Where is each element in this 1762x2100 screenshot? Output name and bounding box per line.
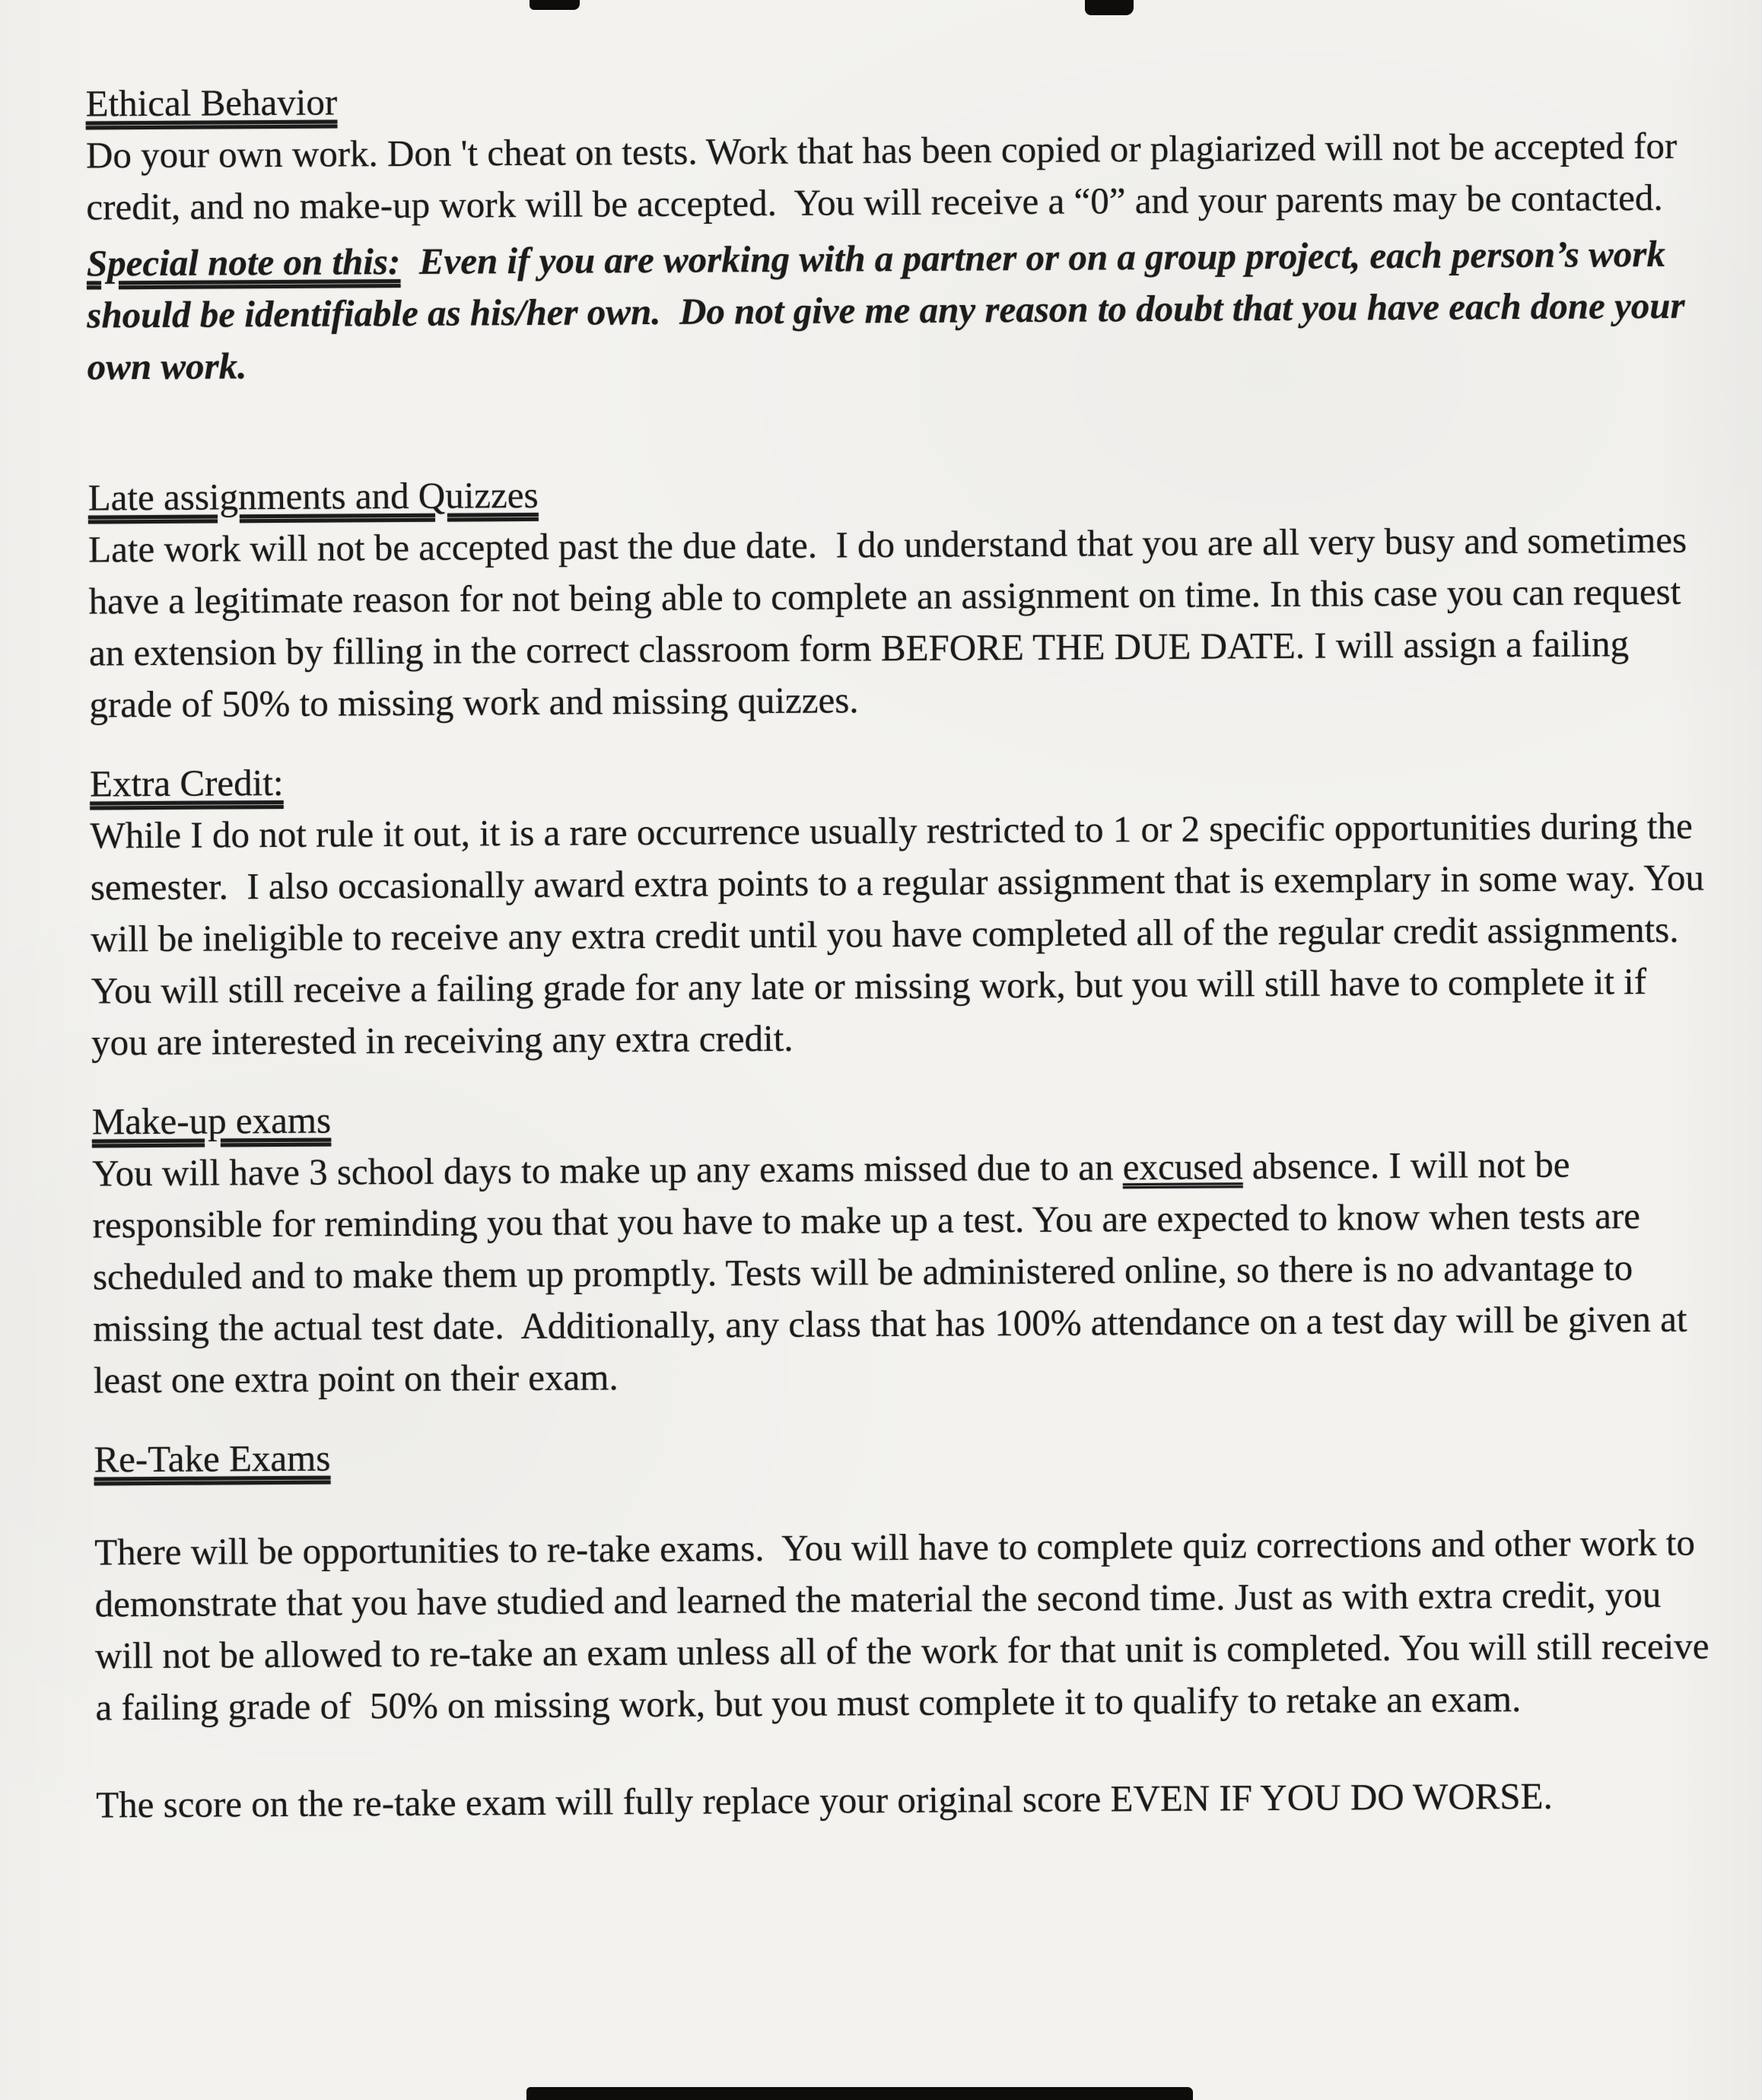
heading-text: Extra Credit: [89,761,284,805]
section-ethical-behavior [85,68,1707,393]
section-heading-late-assignments [88,463,1709,524]
document-content [85,68,1719,1831]
section-heading-make-up-exams [92,1086,1713,1147]
make-up-text-before: You will have 3 school days to make up any exams missed due to an [92,1146,1123,1195]
section-heading-re-take-exams [94,1424,1714,1485]
section-make-up-exams [92,1086,1714,1406]
underlined-word-excused: excused [1122,1145,1243,1188]
heading-text: Ethical Behavior [85,81,338,125]
heading-text: Re-Take Exams [94,1437,331,1481]
paragraph-make-up-exams [92,1138,1714,1406]
special-note-text: Even if you are working with a partner or on a group project, each person’s work should be identifiable as his/her own. Do not give me any reason to doubt that you have each done your own work. [87,232,1694,388]
section-heading-ethical-behavior [85,68,1706,130]
paragraph-retake-score-note: The score on the re-take exam will fully replace your original score EVEN IF YOU DO WORSE. [96,1774,1553,1826]
scan-artifact-top-left [530,0,580,10]
scan-artifact-bottom-bar [526,2087,1193,2100]
section-late-assignments [88,463,1710,731]
heading-text: Late assignments and Quizzes [87,473,539,519]
paragraph-extra-credit: While I do not rule it out, it is a rare occurrence usually restricted to 1 or 2 specific opportunities during the semester. I also occasionally award extra points to a regular assignment that is exemplary in some way. You will be ineligible to receive any extra credit until you have completed all of the regular credit assignments. You will still receive a failing grade for any late or missing work, but you will still have to complete it if you are interested in receiving any extra credit. [90,804,1714,1064]
section-heading-extra-credit [90,748,1710,810]
make-up-text-after: absence. I will not be responsible for reminding you that you have to make up a test. You are expected to know when tests are scheduled and to make them up promptly. Tests will be administered online, so there is no advantage to missing the actual test date. Additionally, any class that has 100% attendance on a test day will be given at least one extra point on their exam. [92,1143,1697,1402]
special-note-paragraph [87,228,1708,393]
paragraph-re-take-exams: There will be opportunities to re-take exams. You will have to complete quiz corrections and other work to demonstrate that you have studied and learned the material the second time. Just as with extra credit, you will not be allowed to re-take an exam unless all of the work for that unit is completed. You will still receive a failing grade of 50% on missing work, but you must complete it to qualify to retake an exam. [94,1521,1719,1729]
section-extra-credit [90,748,1712,1068]
special-note-lead: Special note on this: [86,240,401,285]
heading-text: Make-up exams [91,1099,332,1143]
paragraph-ethical-behavior: Do your own work. Don 't cheat on tests. Work that has been copied or plagiarized will not be accepted for credit, and no make-up work will be accepted. You will receive a “0” and your parents may be contacted. [85,124,1687,228]
paragraph-late-assignments: Late work will not be accepted past the due date. I do understand that you are all very busy and sometimes have a legitimate reason for not being able to complete an assignment on time. In this case you can request an extension by filling in the correct classroom form BEFORE THE DUE DATE. I will assign a failing grade of 50% to missing work and missing quizzes. [88,518,1697,726]
scan-artifact-top-center [1085,0,1134,15]
section-re-take-exams [94,1424,1719,1831]
